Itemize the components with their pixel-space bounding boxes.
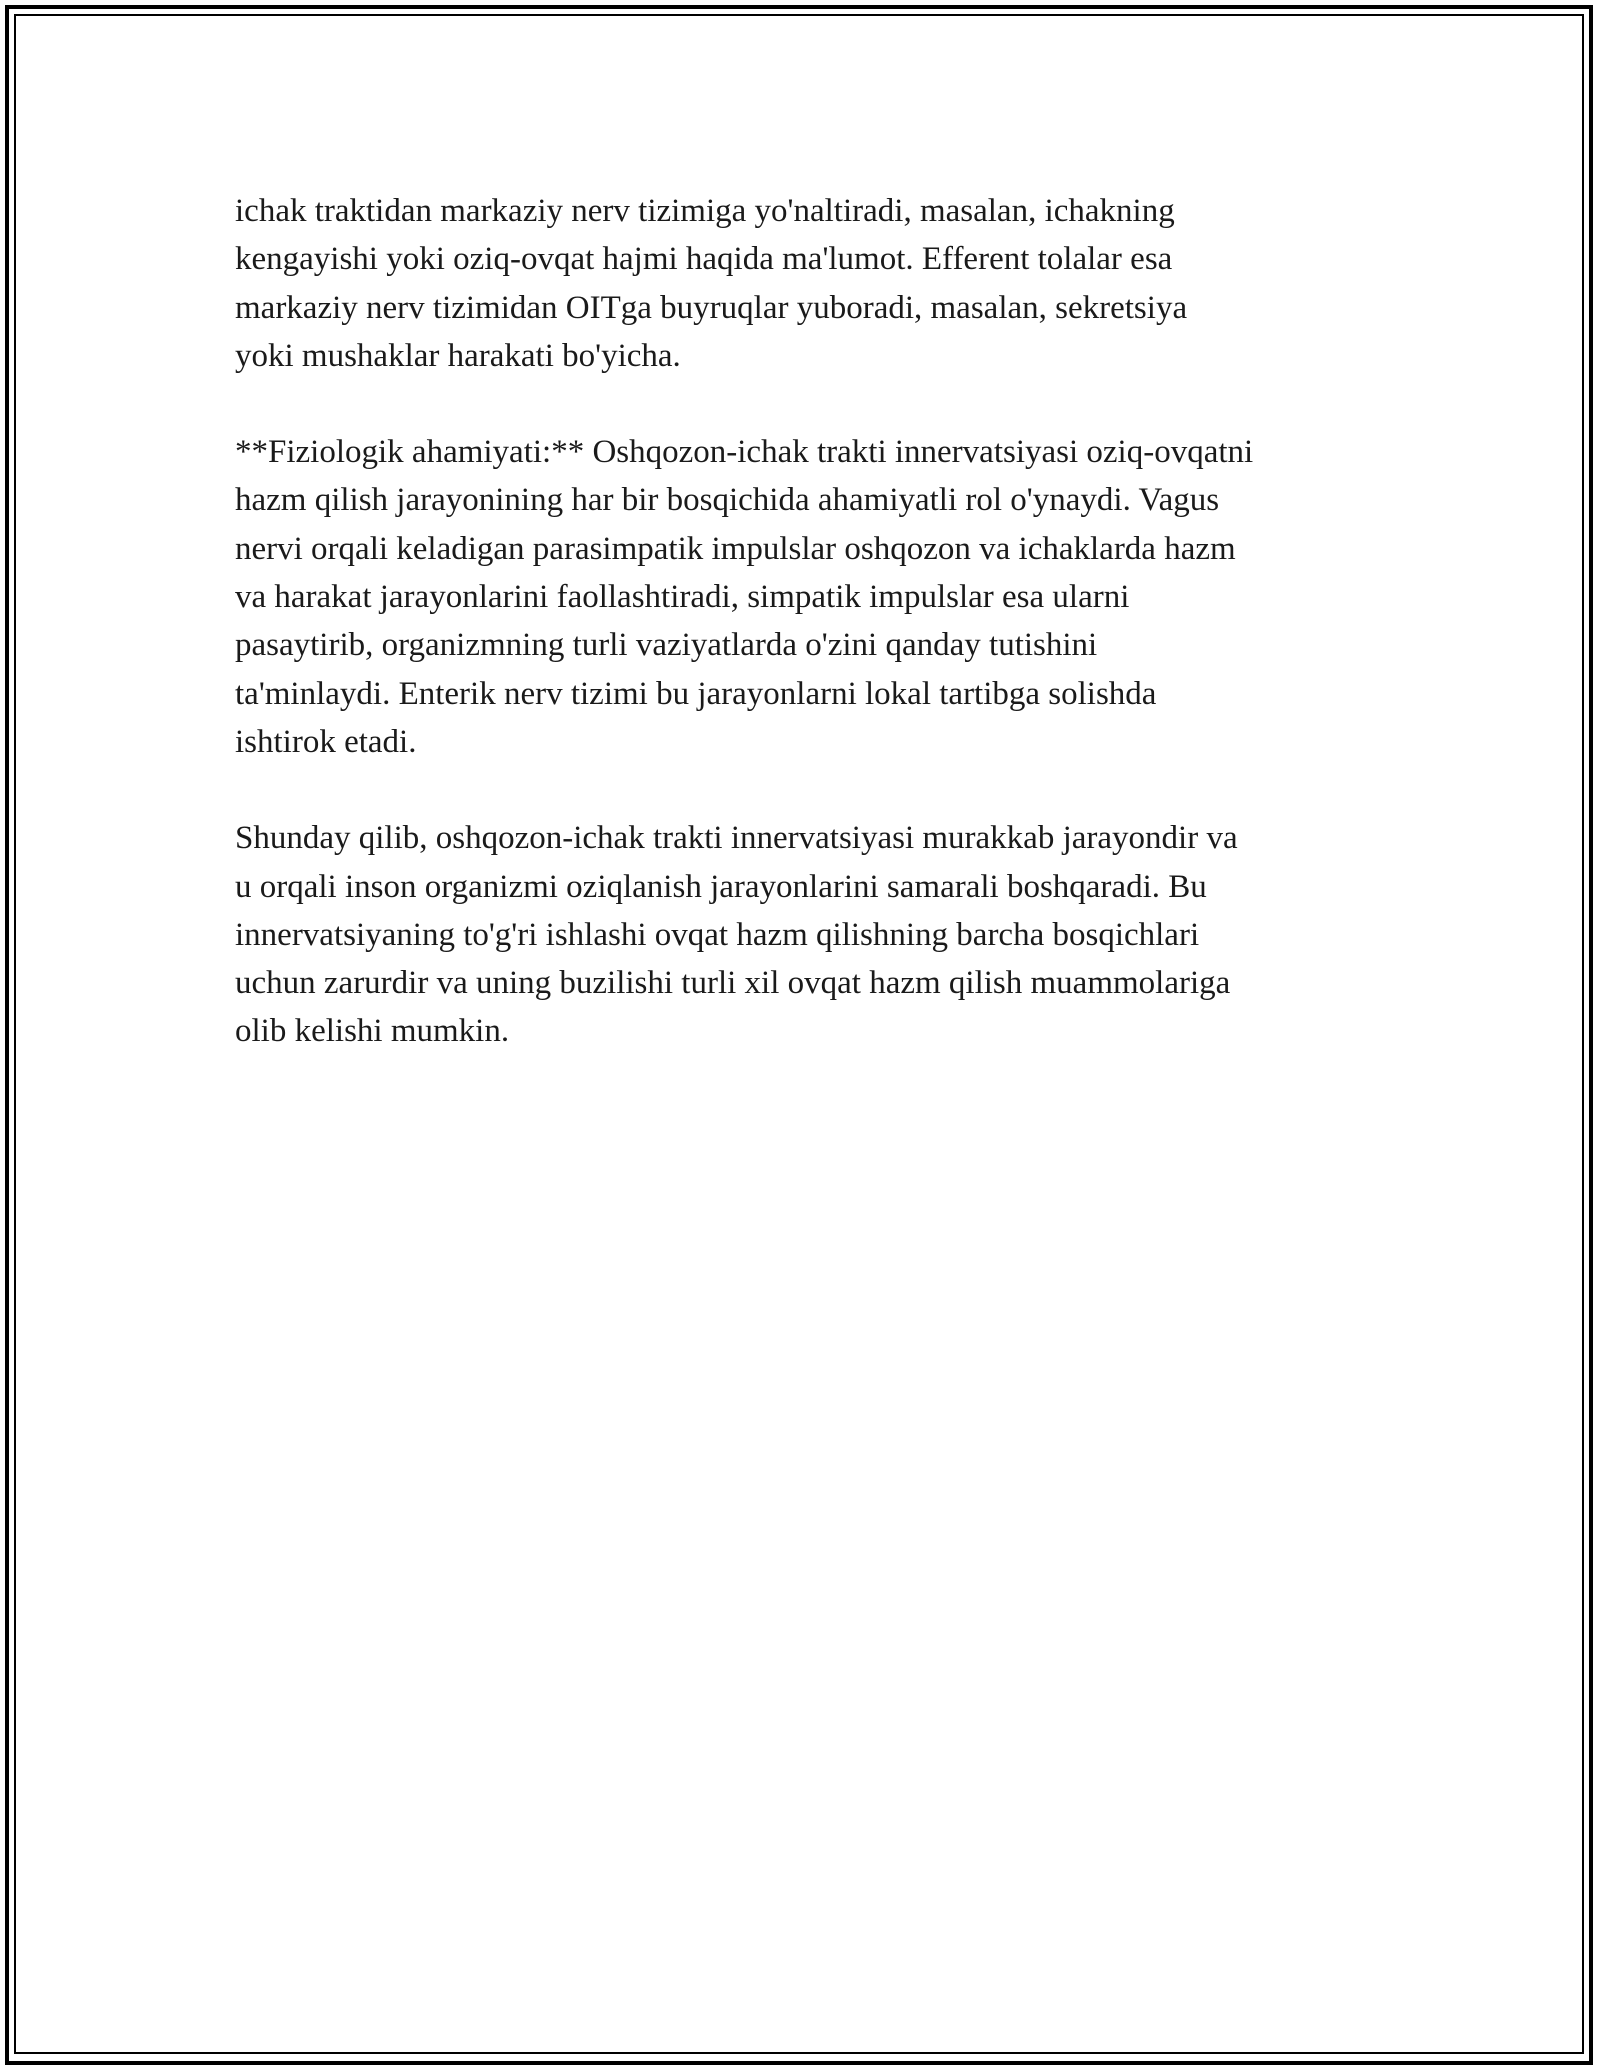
- text-line: innervatsiyaning to'g'ri ishlashi ovqat hazm qilishning barcha bosqichlari: [235, 916, 1200, 953]
- text-line: pasaytirib, organizmning turli vaziyatlarda o'zini qanday tutishini: [235, 627, 1098, 664]
- document-body: [235, 187, 1370, 1056]
- text-line: markaziy nerv tizimidan OITga buyruqlar yuboradi, masalan, sekretsiya: [235, 289, 1188, 326]
- text-line: ta'minlaydi. Enterik nerv tizimi bu jarayonlarni lokal tartibga solishda: [235, 675, 1157, 712]
- text-line: yoki mushaklar harakati bo'yicha.: [235, 337, 681, 374]
- text-line: va harakat jarayonlarini faollashtiradi, simpatik impulslar esa ularni: [235, 579, 1130, 616]
- paragraph-conclusion: [235, 814, 1370, 1055]
- text-line: ishtirok etadi.: [235, 723, 417, 760]
- text-line: olib kelishi mumkin.: [235, 1013, 510, 1050]
- paragraph-physiological-significance: [235, 428, 1370, 766]
- text-line: u orqali inson organizmi oziqlanish jarayonlarini samarali boshqaradi. Bu: [235, 868, 1207, 905]
- text-line: Shunday qilib, oshqozon-ichak trakti innervatsiyasi murakkab jarayondir va: [235, 820, 1238, 857]
- text-line: **Fiziologik ahamiyati:** Oshqozon-ichak trakti innervatsiyasi oziq-ovqatni: [235, 434, 1254, 471]
- text-line: uchun zarurdir va uning buzilishi turli xil ovqat hazm qilish muammolariga: [235, 965, 1231, 1002]
- text-line: nervi orqali keladigan parasimpatik impulslar oshqozon va ichaklarda hazm: [235, 530, 1236, 567]
- text-line: ichak traktidan markaziy nerv tizimiga yo'naltiradi, masalan, ichakning: [235, 193, 1175, 229]
- text-line: hazm qilish jarayonining har bir bosqichida ahamiyatli rol o'ynaydi. Vagus: [235, 482, 1220, 519]
- text-line: kengayishi yoki oziq-ovqat hajmi haqida ma'lumot. Efferent tolalar esa: [235, 241, 1173, 278]
- paragraph-afferent-efferent: [235, 187, 1370, 380]
